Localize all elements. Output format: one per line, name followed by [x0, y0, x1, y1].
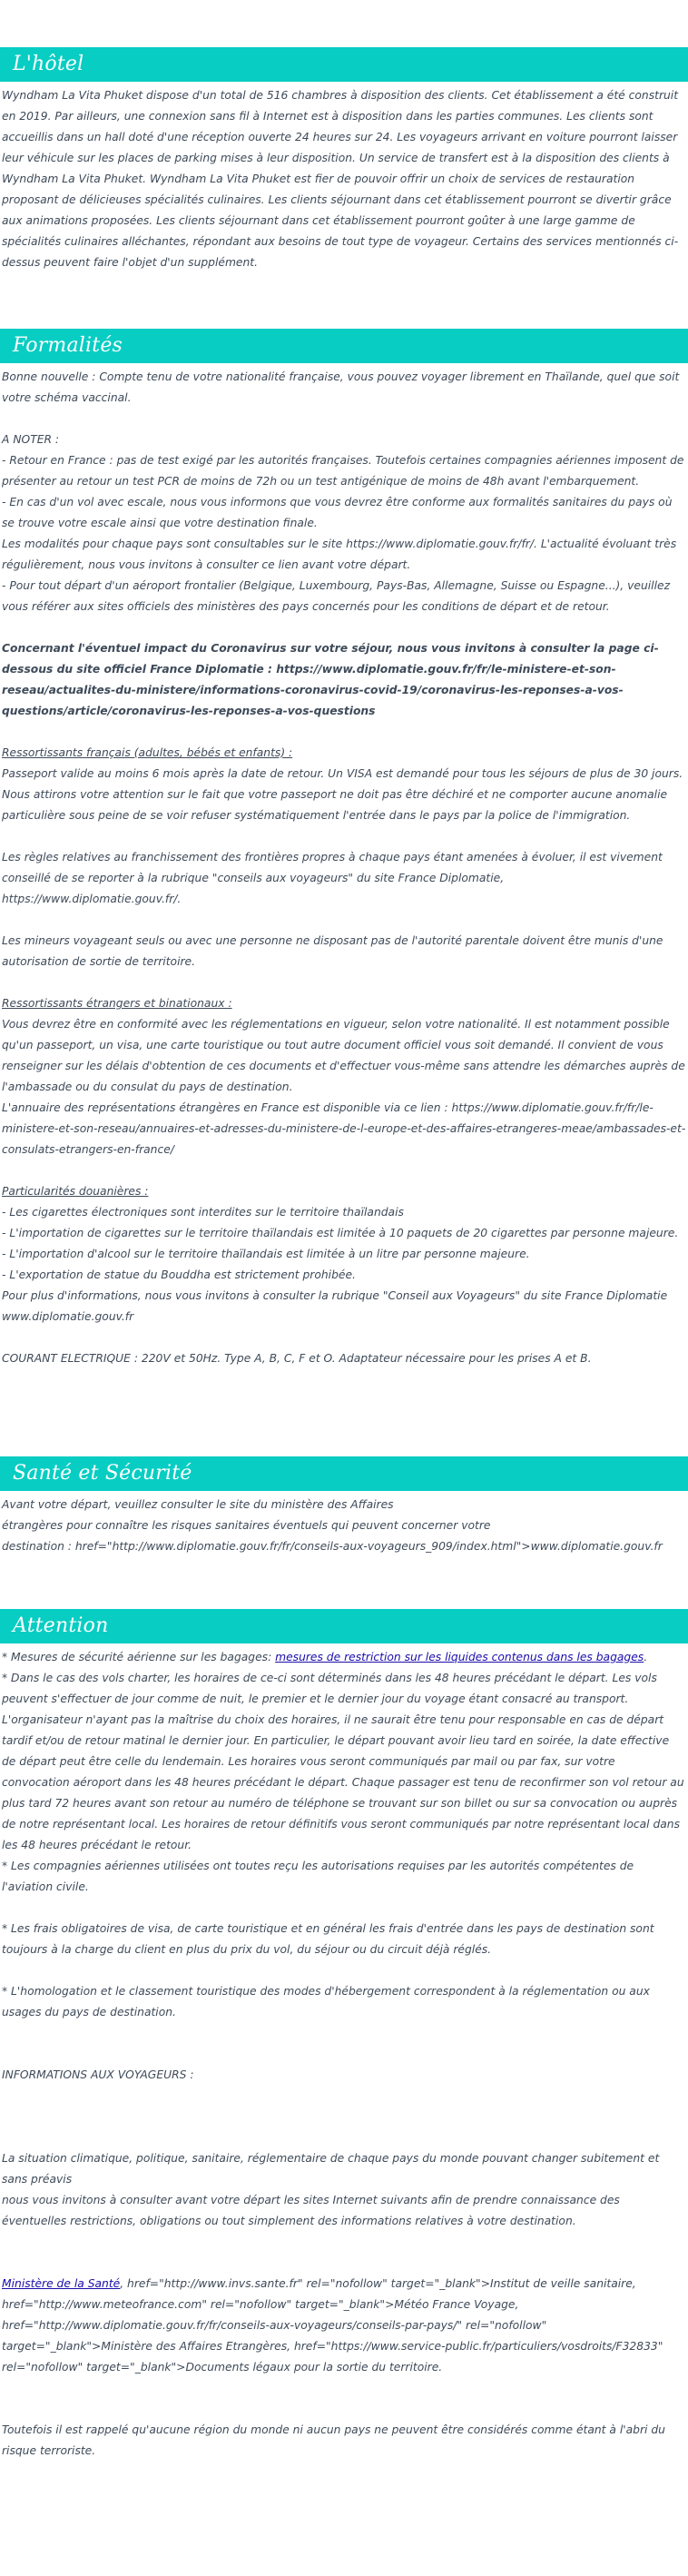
hotel-title: L'hôtel — [13, 53, 84, 75]
foreign-nationals-heading: Ressortissants étrangers et binationaux : — [2, 997, 232, 1010]
customs-item: - L'importation d'alcool sur le territoire thaïlandais est limitée à un litre par personne majeure. — [2, 1248, 530, 1260]
baggage-security-suffix: . — [644, 1651, 648, 1663]
attention-title: Attention — [13, 1614, 109, 1637]
formalites-section — [0, 329, 688, 1369]
note-stopover: - En cas d'un vol avec escale, nous vous informons que vous devrez être conforme aux formalités sanitaires du pays où se trouve votre escale ainsi que votre destination finale. — [2, 496, 673, 529]
sante-title: Santé et Sécurité — [13, 1462, 192, 1485]
foreign-nationals-text: Vous devrez être en conformité avec les réglementations en vigueur, selon votre nationalité. Il est notamment possible qu'un passeport, un visa, une carte touristique ou tout autre document officiel vous soit demandé. Il convient de vous renseigner sur les délais d'obtention de ces documents et d'effectuer vous-même sans attendre les démarches auprès de l'ambassade ou du consulat du pays de destination. — [2, 1018, 685, 1093]
hotel-paragraph: Wyndham La Vita Phuket dispose d'un total de 516 chambres à disposition des clients. Cet établissement a été construit en 2019. Par ailleurs, une connexion sans fil à Internet est à disposition dans les parties communes. Les clients sont accueillis dans un hall doté d'une réception ouverte 24 heures sur 24. Les voyageurs arrivant en voiture pourront laisser leur véhicule sur les places de parking mises à leur disposition. Un service de transfert est à la disposition des clients à Wyndham La Vita Phuket. Wyndham La Vita Phuket est fier de pouvoir offrir un choix de services de restauration proposant de délicieuses spécialités culinaires. Les clients séjournant dans cet établissement pourront se divertir grâce aux animations proposées. Les clients séjournant dans cet établissement pourront goûter à une large gamme de spécialités culinaires alléchantes, répondant aux besoins de tout type de voyageur. Certains des services mentionnés ci-dessus peuvent faire l'objet d'un supplément. — [2, 89, 679, 269]
note-heading: A NOTER : — [2, 433, 60, 446]
useful-links-line — [2, 2274, 686, 2378]
terrorism-risk-text: Toutefois il est rappelé qu'aucune région du monde ni aucun pays ne peuvent être considérés comme étant à l'abri du risque terroriste. — [2, 2423, 665, 2457]
attention-section — [0, 1609, 688, 2462]
customs-heading: Particularités douanières : — [2, 1185, 149, 1198]
useful-links-text: , href="http://www.invs.sante.fr" rel="nofollow" target="_blank">Institut de veille sanitaire, href="http://www.meteofrance.com" rel="nofollow" target="_blank">Météo France Voyage, href="http://www.diplomatie.gouv.fr/fr/conseils-aux-voyageurs/conseils-par-pays/" rel="nofollow" target="_blank">Ministère des Affaires Etrangères, href="https://www.service-public.fr/particuliers/vosdroits/F32833" rel="nofollow" target="_blank">Documents légaux pour la sortie du territoire. — [2, 2277, 663, 2374]
charter-flights-text: * Dans le cas des vols charter, les horaires de ce-ci sont déterminés dans les 48 heures précédant le départ. Les vols peuvent s'effectuer de jour comme de nuit, le premier et le dernier jour du voyage étant consacré au transport. L'organisateur n'ayant pas la maîtrise du choix des horaires, il ne saurait être tenu pour responsable en cas de départ tardif et/ou de retour matinal le dernier jour. En particulier, le départ pouvant avoir lieu tard en soirée, la date effective de départ peut être celle du lendemain. Les horaires vous seront communiqués par mail ou par fax, sur votre convocation aéroport dans les 48 heures précédant le départ. Chaque passager est tenu de reconfirmer son vol retour au plus tard 72 heures avant son retour au numéro de téléphone se trouvant sur son billet ou sur sa convocation ou auprès de notre représentant local. Les horaires de retour définitifs vous seront communiqués par notre représentant local dans les 48 heures précédant le retour. — [2, 1672, 684, 1851]
baggage-security-prefix: * Mesures de sécurité aérienne sur les bagages: — [2, 1651, 276, 1663]
foreign-annuaire-text: L'annuaire des représentations étrangères en France est disponible via ce lien : https://www.diplomatie.gouv.fr/fr/le-ministere-et-son-reseau/annuaires-et-adresses-du-ministere-de-l-europe-et-des-affaires-etrangeres-meae/ambassades-et-consulats-etrangers-en-france/ — [2, 1101, 686, 1156]
note-return-france: - Retour en France : pas de test exigé par les autorités françaises. Toutefois certaines compagnies aériennes imposent de présenter au retour un test PCR de moins de 72h ou un test antigénique de moins de 48h avant l'embarquement. — [2, 454, 684, 488]
homologation-text: * L'homologation et le classement touristique des modes d'hébergement correspondent à la réglementation ou aux usages du pays de destination. — [2, 1985, 650, 2018]
hotel-section — [0, 47, 688, 273]
baggage-security-line — [2, 1647, 686, 1668]
climate-situation-text: La situation climatique, politique, sanitaire, réglementaire de chaque pays du monde pouvant changer subitement et sans préavis — [2, 2152, 660, 2186]
covid-notice: Concernant l'éventuel impact du Coronavirus sur votre séjour, nous vous invitons à consulter la page ci-dessous du site officiel France Diplomatie : https://www.diplomatie.gouv.fr/fr/le-ministere-et-son-reseau/actualites-du-ministere/informations-coronavirus-covid-19/coronavirus-les-reponses-a-vos-questions/article/coronavirus-les-reponses-a-vos-questions — [2, 642, 659, 717]
formalites-intro: Bonne nouvelle : Compte tenu de votre nationalité française, vous pouvez voyager librement en Thaïlande, quel que soit votre schéma vaccinal. — [2, 370, 680, 404]
consult-sites-text: nous vous invitons à consulter avant votre départ les sites Internet suivants afin de prendre connaissance des éventuelles restrictions, obligations ou tout simplement des informations relatives à votre destination. — [2, 2194, 620, 2227]
electric-current-text: COURANT ELECTRIQUE : 220V et 50Hz. Type A, B, C, F et O. Adaptateur nécessaire pour les prises A et B. — [2, 1352, 592, 1365]
sante-line: destination : href="http://www.diplomatie.gouv.fr/fr/conseils-aux-voyageurs_909/index.html">www.diplomatie.gouv.fr — [2, 1540, 663, 1553]
sante-text — [0, 1495, 688, 1557]
sante-line: Avant votre départ, veuillez consulter le site du ministère des Affaires — [2, 1498, 394, 1511]
mandatory-fees-text: * Les frais obligatoires de visa, de carte touristique et en général les frais d'entrée dans les pays de destination sont toujours à la charge du client en plus du prix du vol, du séjour ou du circuit déjà réglés. — [2, 1922, 654, 1956]
french-nationals-heading: Ressortissants français (adultes, bébés et enfants) : — [2, 746, 293, 759]
minors-text: Les mineurs voyageant seuls ou avec une personne ne disposant pas de l'autorité parentale doivent être munis d'une autorisation de sortie de territoire. — [2, 934, 663, 968]
customs-item: - L'exportation de statue du Bouddha est strictement prohibée. — [2, 1268, 356, 1281]
formalites-title: Formalités — [13, 334, 123, 357]
formalites-text — [0, 367, 688, 1369]
ministry-health-link[interactable]: Ministère de la Santé — [2, 2277, 121, 2290]
customs-more-info: Pour plus d'informations, nous vous invitons à consulter la rubrique "Conseil aux Voyageurs" du site France Diplomatie www.diplomatie.gouv.fr — [2, 1289, 668, 1323]
attention-header-band — [0, 1609, 688, 1643]
note-modalities: Les modalités pour chaque pays sont consultables sur le site https://www.diplomatie.gouv.fr/fr/. L'actualité évoluant très régulièrement, nous vous invitons à consulter ce lien avant votre départ. — [2, 538, 677, 571]
customs-item: - L'importation de cigarettes sur le territoire thaïlandais est limitée à 10 paquets de 20 cigarettes par personne majeure. — [2, 1227, 679, 1239]
travellers-info-heading: INFORMATIONS AUX VOYAGEURS : — [2, 2068, 194, 2081]
hotel-header-band — [0, 47, 688, 82]
sante-header-band — [0, 1456, 688, 1491]
formalites-header-band — [0, 329, 688, 363]
hotel-text — [0, 85, 688, 273]
attention-text — [0, 1647, 688, 2462]
sante-section — [0, 1456, 688, 1557]
note-border-airport: - Pour tout départ d'un aéroport frontalier (Belgique, Luxembourg, Pays-Bas, Allemagne, Suisse ou Espagne...), veuillez vous référer aux sites officiels des ministères des pays concernés pour les conditions de départ et de retour. — [2, 579, 671, 613]
sante-line: étrangères pour connaître les risques sanitaires éventuels qui peuvent concerner votre — [2, 1519, 491, 1532]
liquids-restriction-link[interactable]: mesures de restriction sur les liquides contenus dans les bagages — [275, 1651, 644, 1663]
border-rules-text: Les règles relatives au franchissement des frontières propres à chaque pays étant amenées à évoluer, il est vivement conseillé de se reporter à la rubrique "conseils aux voyageurs" du site France Diplomatie, https://www.diplomatie.gouv.fr/. — [2, 851, 663, 905]
customs-item: - Les cigarettes électroniques sont interdites sur le territoire thaïlandais — [2, 1206, 404, 1219]
airlines-authorization-text: * Les compagnies aériennes utilisées ont toutes reçu les autorisations requises par les autorités compétentes de l'aviation civile. — [2, 1860, 634, 1893]
french-nationals-text: Passeport valide au moins 6 mois après la date de retour. Un VISA est demandé pour tous les séjours de plus de 30 jours. Nous attirons votre attention sur le fait que votre passeport ne doit pas être déchiré et ne comporter aucune anomalie particulière sous peine de se voir refuser systématiquement l'entrée dans le pays par la police de l'immigration. — [2, 767, 683, 822]
